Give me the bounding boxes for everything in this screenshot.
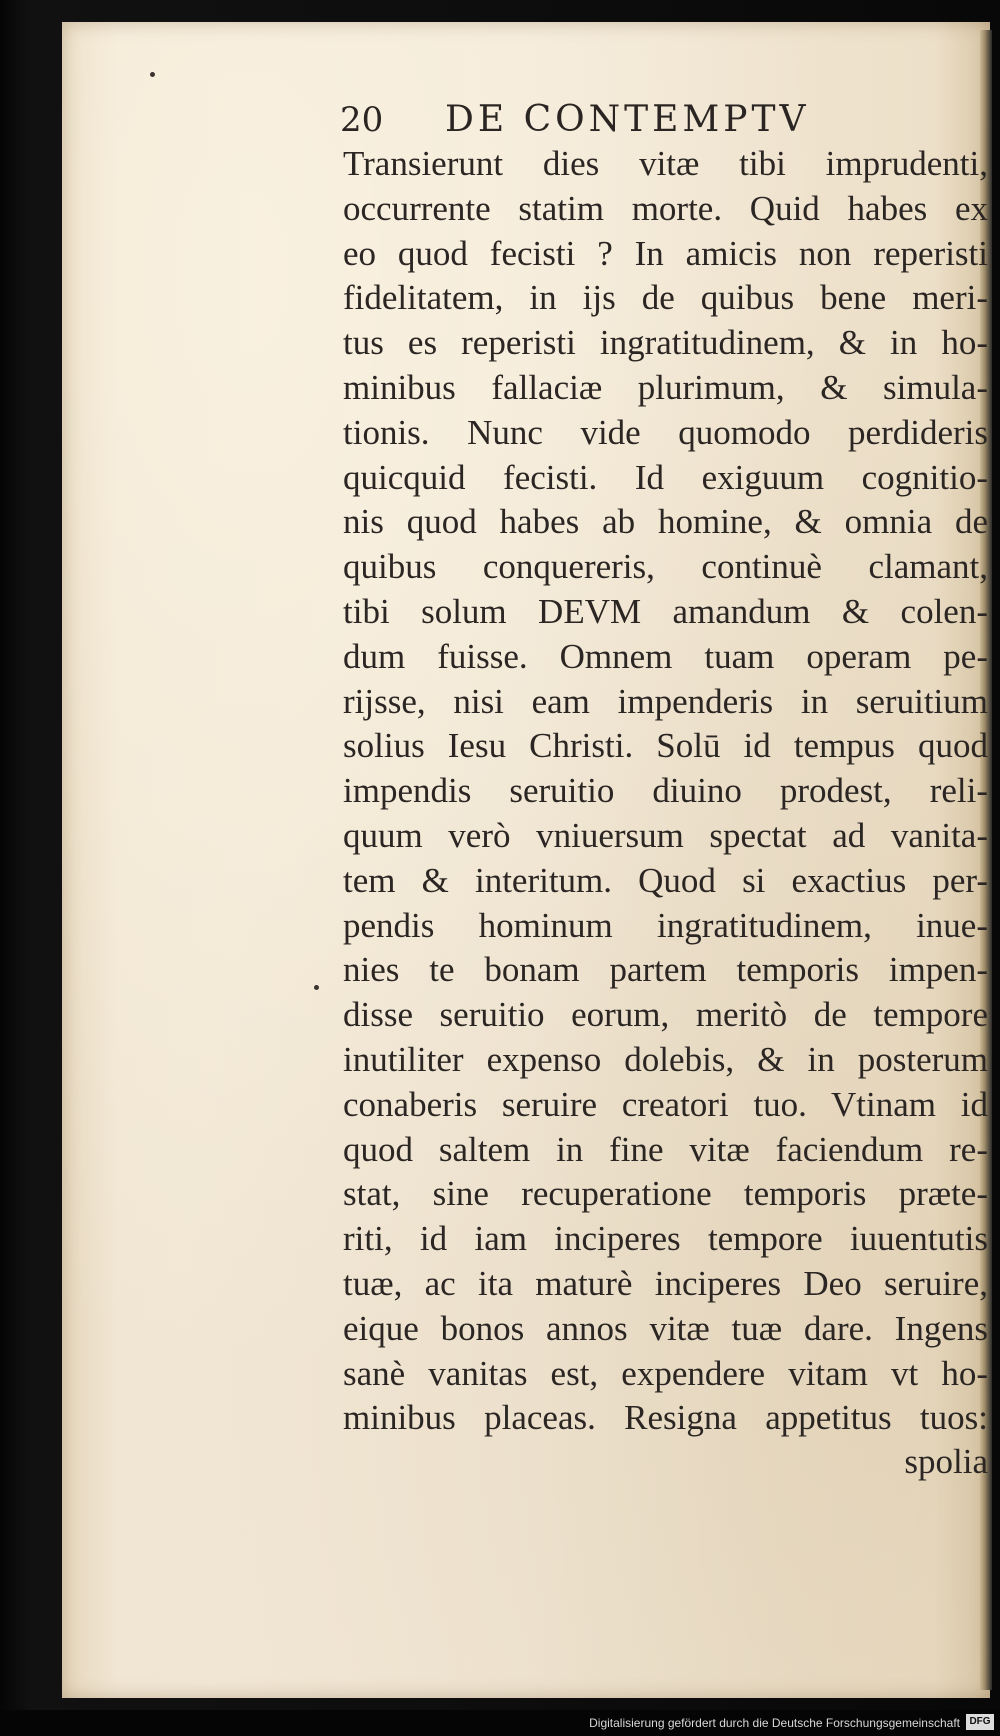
body-text <box>343 142 988 1441</box>
text-line: nies te bonam partem temporis impen- <box>343 950 988 990</box>
text-line: minibus placeas. Resigna appetitus tuos: <box>343 1398 988 1438</box>
text-line: rijsse, nisi eam impenderis in seruitium <box>343 681 988 721</box>
text-line: disse seruitio eorum, meritò de tempore <box>343 995 988 1035</box>
text-line: quicquid fecisti. Id exiguum cognitio- <box>343 457 988 497</box>
ink-speck <box>314 985 319 990</box>
text-line: pendis hominum ingratitudinem, inue- <box>343 905 988 945</box>
text-line: conaberis seruire creatori tuo. Vtinam id <box>343 1084 988 1124</box>
ink-speck <box>150 72 155 77</box>
text-line: inutiliter expenso dolebis, & in posterum <box>343 1039 988 1079</box>
text-line: tibi solum DEVM amandum & colen- <box>343 591 988 631</box>
text-line: quod saltem in fine vitæ faciendum re- <box>343 1129 988 1169</box>
text-line: fidelitatem, in ijs de quibus bene meri- <box>343 278 988 318</box>
text-line: stat, sine recuperatione temporis præte- <box>343 1174 988 1214</box>
text-line: tuæ, ac ita maturè inciperes Deo seruire, <box>343 1263 988 1303</box>
text-line: tionis. Nunc vide quomodo perdideris <box>343 412 988 452</box>
dfg-logo: DFG <box>966 1714 994 1730</box>
running-title: DE CONTEMPTV <box>445 99 810 140</box>
page-number: 20 <box>340 100 384 140</box>
text-line: riti, id iam inciperes tempore iuuentutis <box>343 1219 988 1259</box>
running-head <box>340 96 900 144</box>
text-line: eo quod fecisti ? In amicis non reperisti <box>343 233 988 273</box>
text-line: minibus fallaciæ plurimum, & simula- <box>343 367 988 407</box>
text-line: solius Iesu Christi. Solū id tempus quod <box>343 726 988 766</box>
text-line: tem & interitum. Quod si exactius per- <box>343 860 988 900</box>
text-line: eique bonos annos vitæ tuæ dare. Ingens <box>343 1308 988 1348</box>
digitization-footer <box>0 1710 1000 1736</box>
text-line: sanè vanitas est, expendere vitam vt ho- <box>343 1353 988 1393</box>
catchword: spolia <box>904 1442 988 1481</box>
text-line: tus es reperisti ingratitudinem, & in ho- <box>343 323 988 363</box>
text-line: occurrente statim morte. Quid habes ex <box>343 188 988 228</box>
text-line: Transierunt dies vitæ tibi imprudenti, <box>343 144 988 183</box>
text-line: nis quod habes ab homine, & omnia de <box>343 502 988 542</box>
text-line: dum fuisse. Omnem tuam operam pe- <box>343 636 988 676</box>
text-line: quum verò vniuersum spectat ad vanita- <box>343 815 988 855</box>
text-line: quibus conquereris, continuè clamant, <box>343 547 988 587</box>
funding-credit: Digitalisierung gefördert durch die Deutsche Forschungsgemeinschaft <box>589 1716 960 1730</box>
text-line: impendis seruitio diuino prodest, reli- <box>343 771 988 811</box>
